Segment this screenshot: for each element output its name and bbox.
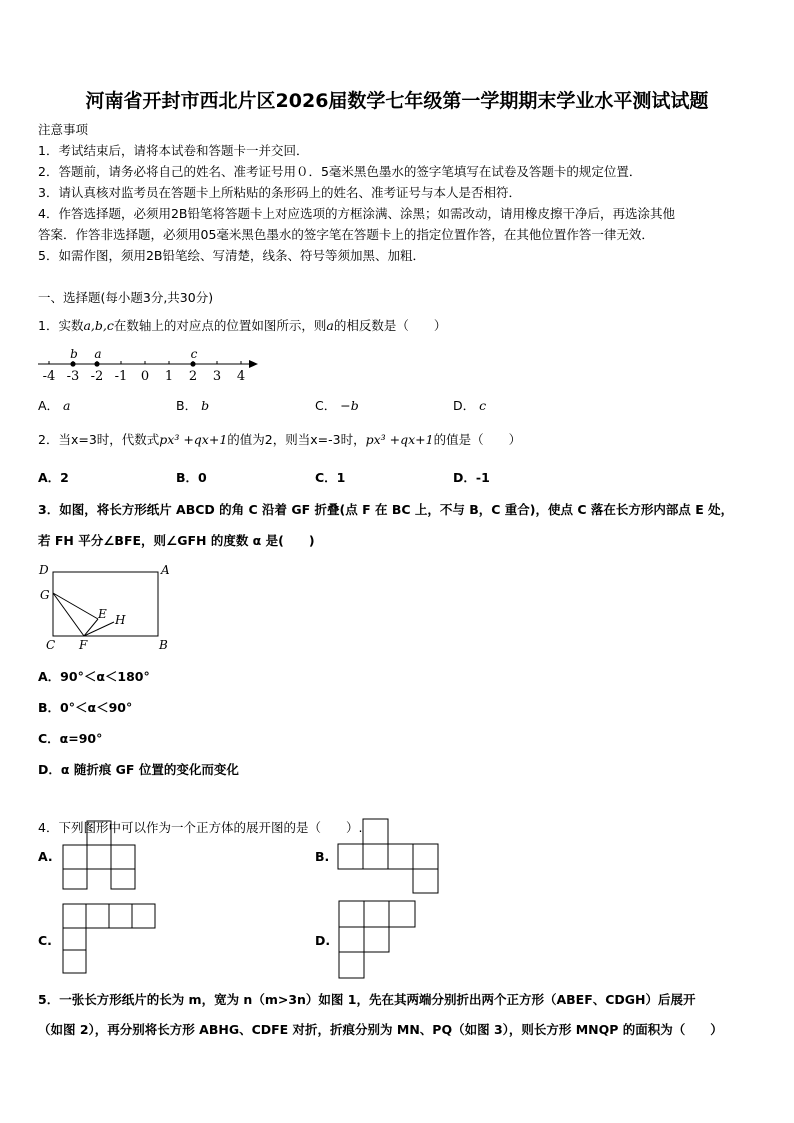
point-c [190,361,195,366]
page-title: 河南省开封市西北片区2026届数学七年级第一学期期末学业水平测试试题 [85,90,709,112]
point-label-b: b [70,347,78,361]
label-h: H [115,613,126,627]
notice-item-4: 4．作答选择题，必须用2B铅笔将答题卡上对应选项的方框涂满、涂黑；如需改动，请用橡皮擦干净后，再选涂其他 [38,206,675,221]
label-g: G [40,588,50,602]
q1-stem: 1．实数a,b,c在数轴上的对应点的位置如图所示，则a的相反数是（ ） [38,318,447,333]
q4-net-d [338,897,420,981]
q4-net-c [62,903,158,975]
notice-item-1: 1．考试结束后，请将本试卷和答题卡一并交回． [38,143,309,158]
q1-option-a: A． a [38,398,71,413]
q2-option-c: C．1 [315,470,346,485]
notice-item-3: 3．请认真核对监考员在答题卡上所粘贴的条形码上的姓名、准考证号与本人是否相符． [38,185,521,200]
axis-tick-label: 0 [140,369,150,384]
axis-tick-label: 3 [212,369,222,384]
q3-option-c: C．α=90° [38,731,103,746]
q1-option-d: D． c [453,398,487,413]
q4-stem: 4．下列图形中可以作为一个正方体的展开图的是（ ）. [38,820,363,835]
axis-tick-label: 2 [188,369,198,384]
q4-net-b [337,818,443,896]
q5-line-2: （如图 2），再分别将长方形 ABHG、CDFE 对折，折痕分别为 MN、PQ（如图 3），则长方形 MNQP 的面积为（ ） [38,1022,723,1037]
q5-line-1: 5．一张长方形纸片的长为 m，宽为 n（m>3n）如图 1，先在其两端分别折出两个正方形（ABEF、CDGH）后展开 [38,992,696,1007]
label-b: B [159,638,168,652]
axis-tick-label: 1 [164,369,174,384]
label-c: C [46,638,56,652]
label-a: A [161,563,170,577]
q3-figure [34,558,184,654]
q2-option-a: A．2 [38,470,69,485]
q3-option-d: D．α 随折痕 GF 位置的变化而变化 [38,762,239,777]
axis-tick-label: -1 [114,369,128,384]
q4-option-b: B. [315,849,330,864]
label-d: D [39,563,49,577]
axis-tick-label: -4 [42,369,56,384]
section-heading: 一、选择题(每小题3分,共30分) [38,290,214,305]
point-b [70,361,75,366]
notice-item-4-cont: 答案．作答非选择题，必须用05毫米黑色墨水的签字笔在答题卡上的指定位置作答，在其他位置作答一律无效． [38,227,654,242]
q3-line-2: 若 FH 平分∠BFE，则∠GFH 的度数 α 是( ) [38,533,315,548]
q2-option-b: B．0 [176,470,207,485]
q3-line-1: 3．如图，将长方形纸片 ABCD 的角 C 沿着 GF 折叠(点 F 在 BC 上，不与 B，C 重合)，使点 C 落在长方形内部点 E 处， [38,502,734,517]
label-f: F [79,638,88,652]
axis-tick-label: 4 [236,369,246,384]
label-e: E [98,607,107,621]
point-label-c: c [190,347,198,361]
q1-option-b: B． b [176,398,210,413]
number-line [34,344,264,384]
q4-option-c: C. [38,933,52,948]
q4-option-a: A. [38,849,53,864]
q4-option-d: D. [315,933,331,948]
q3-option-b: B．0°＜α＜90° [38,700,133,715]
q4-net-a [62,820,142,892]
q3-option-a: A．90°＜α＜180° [38,669,150,684]
notice-heading: 注意事项 [38,122,89,137]
notice-item-5: 5．如需作图，须用2B铅笔绘、写清楚，线条、符号等须加黑、加粗． [38,248,425,263]
q2-stem: 2．当x=3时，代数式px³ +qx+1的值为2，则当x=-3时，px³ +qx+1的值是（ ） [38,432,522,447]
q1-option-c: C． −b [315,398,359,413]
point-label-a: a [94,347,102,361]
q2-option-d: D．-1 [453,470,490,485]
axis-tick-label: -2 [90,369,104,384]
point-a [94,361,99,366]
axis-tick-label: -3 [66,369,80,384]
notice-item-2: 2．答题前，请务必将自己的姓名、准考证号用０．5毫米黑色墨水的签字笔填写在试卷及答题卡的规定位置． [38,164,642,179]
